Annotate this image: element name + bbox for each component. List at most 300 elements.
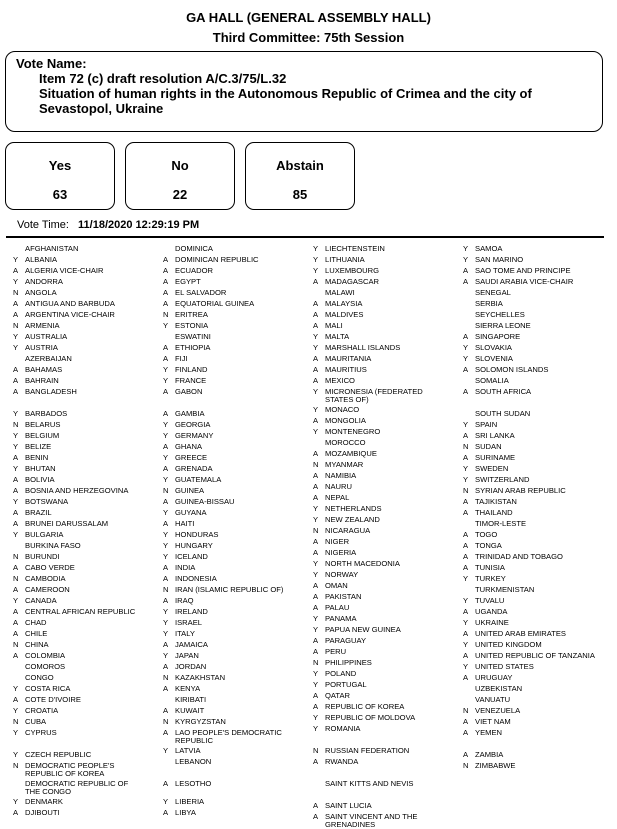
- country-vote-row: [163, 606, 311, 617]
- country-name: TURKMENISTAN: [475, 585, 535, 594]
- country-vote-row: [463, 364, 613, 375]
- country-vote-row: [163, 639, 311, 650]
- country-vote-row: [163, 386, 311, 397]
- country-name: REPUBLIC OF MOLDOVA: [325, 713, 416, 722]
- country-vote-row: [13, 573, 161, 584]
- vote-code: A: [163, 684, 169, 693]
- country-name: YEMEN: [475, 728, 503, 737]
- country-name: PERU: [325, 647, 347, 656]
- country-vote-row: [13, 430, 161, 441]
- country-vote-row: [463, 243, 613, 254]
- vote-code: A: [163, 519, 169, 528]
- abstain-tally-box: [245, 142, 355, 210]
- country-name: GAMBIA: [175, 409, 205, 418]
- country-name: ANTIGUA AND BARBUDA: [25, 299, 115, 308]
- country-vote-row: [163, 485, 311, 496]
- vote-code: A: [463, 277, 469, 286]
- country-vote-row: [313, 679, 461, 690]
- no-count: 22: [172, 187, 188, 202]
- country-vote-row: [313, 298, 461, 309]
- country-vote-row: [163, 683, 311, 694]
- country-vote-row: [163, 287, 311, 298]
- country-vote-row: [13, 265, 161, 276]
- country-vote-row: [463, 474, 613, 485]
- vote-code: A: [313, 636, 319, 645]
- vote-code: Y: [463, 640, 469, 649]
- vote-code: A: [163, 706, 169, 715]
- country-name: FIJI: [175, 354, 188, 363]
- country-vote-row: [13, 683, 161, 694]
- country-name: UNITED STATES: [475, 662, 534, 671]
- country-vote-row: [313, 668, 461, 679]
- country-vote-row: [163, 408, 311, 419]
- country-vote-row: [313, 342, 461, 353]
- country-vote-row: [463, 760, 613, 771]
- country-vote-row: [463, 606, 613, 617]
- row-spacer: [13, 397, 161, 408]
- vote-code: A: [463, 717, 469, 726]
- country-name: BURUNDI: [25, 552, 60, 561]
- country-vote-row: [313, 364, 461, 375]
- country-vote-row: [163, 551, 311, 562]
- country-vote-row: [163, 727, 311, 745]
- country-vote-row: [163, 584, 311, 595]
- vote-code: Y: [163, 618, 169, 627]
- vote-code: Y: [13, 797, 19, 806]
- vote-code: A: [463, 387, 469, 396]
- country-name: BANGLADESH: [25, 387, 77, 396]
- country-name: DJIBOUTI: [25, 808, 60, 817]
- country-vote-row: [163, 796, 311, 807]
- vote-code: A: [163, 662, 169, 671]
- vote-code: A: [463, 365, 469, 374]
- country-vote-row: [13, 760, 161, 778]
- vote-code: A: [313, 702, 319, 711]
- country-name: UKRAINE: [475, 618, 509, 627]
- country-name: TOGO: [475, 530, 498, 539]
- country-name: BARBADOS: [25, 409, 68, 418]
- country-vote-row: [313, 287, 461, 298]
- country-name: UNITED REPUBLIC OF TANZANIA: [475, 651, 595, 660]
- country-name: IRAN (ISLAMIC REPUBLIC OF): [175, 585, 284, 594]
- vote-code: Y: [13, 728, 19, 737]
- country-name: IRELAND: [175, 607, 208, 616]
- country-name: TUNISIA: [475, 563, 505, 572]
- vote-code: A: [163, 409, 169, 418]
- yes-tally-box: [5, 142, 115, 210]
- country-name: BRUNEI DARUSSALAM: [25, 519, 109, 528]
- country-name: CROATIA: [25, 706, 59, 715]
- country-name: EQUATORIAL GUINEA: [175, 299, 255, 308]
- vote-code: Y: [13, 684, 19, 693]
- vote-code: A: [13, 475, 19, 484]
- country-name: LIBYA: [175, 808, 196, 817]
- vote-code: Y: [313, 332, 319, 341]
- country-name: BOSNIA AND HERZEGOVINA: [25, 486, 129, 495]
- country-name: UZBEKISTAN: [475, 684, 523, 693]
- vote-code: Y: [163, 530, 169, 539]
- country-vote-row: [13, 485, 161, 496]
- country-vote-row: [313, 470, 461, 481]
- country-vote-row: [163, 309, 311, 320]
- country-vote-row: [463, 287, 613, 298]
- vote-code: A: [313, 449, 319, 458]
- country-name: NORWAY: [325, 570, 359, 579]
- country-name: FINLAND: [175, 365, 208, 374]
- country-name: ISRAEL: [175, 618, 203, 627]
- country-name: GEORGIA: [175, 420, 211, 429]
- country-vote-row: [463, 254, 613, 265]
- vote-code: Y: [13, 277, 19, 286]
- country-vote-row: [163, 745, 311, 756]
- country-vote-row: [13, 419, 161, 430]
- country-name: GUINEA-BISSAU: [175, 497, 235, 506]
- country-vote-row: [313, 690, 461, 701]
- country-name: LUXEMBOURG: [325, 266, 380, 275]
- vote-code: Y: [163, 746, 169, 755]
- vote-code: Y: [313, 266, 319, 275]
- country-name: FRANCE: [175, 376, 207, 385]
- vote-code: A: [13, 629, 19, 638]
- abstain-count: 85: [292, 187, 308, 202]
- country-vote-row: [313, 492, 461, 503]
- country-name: ANGOLA: [25, 288, 57, 297]
- country-vote-row: [163, 756, 311, 767]
- vote-code: Y: [463, 662, 469, 671]
- country-name: ALGERIA VICE-CHAIR: [25, 266, 104, 275]
- no-tally-box: [125, 142, 235, 210]
- country-vote-row: [313, 580, 461, 591]
- vote-code: N: [13, 574, 19, 583]
- vote-code: A: [13, 585, 19, 594]
- vote-time: [17, 219, 199, 231]
- country-name: AZERBAIJAN: [25, 354, 72, 363]
- country-vote-row: [13, 639, 161, 650]
- vote-code: A: [163, 442, 169, 451]
- country-vote-row: [463, 298, 613, 309]
- country-name: AFGHANISTAN: [25, 244, 79, 253]
- country-vote-row: [463, 419, 613, 430]
- country-name: BELARUS: [25, 420, 61, 429]
- country-vote-row: [463, 485, 613, 496]
- country-name: PORTUGAL: [325, 680, 367, 689]
- country-name: MAURITANIA: [325, 354, 372, 363]
- country-name: IRAQ: [175, 596, 194, 605]
- vote-code: A: [13, 563, 19, 572]
- vote-code: Y: [163, 541, 169, 550]
- vote-code: Y: [313, 724, 319, 733]
- vote-code: A: [313, 310, 319, 319]
- vote-code: Y: [163, 431, 169, 440]
- country-vote-row: [463, 683, 613, 694]
- country-vote-row: [463, 342, 613, 353]
- page-title: GA HALL (GENERAL ASSEMBLY HALL): [186, 10, 431, 25]
- country-name: CHAD: [25, 618, 47, 627]
- country-name: KUWAIT: [175, 706, 205, 715]
- country-vote-row: [163, 672, 311, 683]
- vote-code: Y: [313, 515, 319, 524]
- country-vote-row: [13, 540, 161, 551]
- country-name: DENMARK: [25, 797, 63, 806]
- vote-code: Y: [313, 669, 319, 678]
- country-vote-row: [463, 716, 613, 727]
- country-vote-row: [463, 265, 613, 276]
- vote-code: A: [13, 618, 19, 627]
- country-vote-row: [313, 624, 461, 635]
- country-name: GERMANY: [175, 431, 214, 440]
- country-vote-row: [163, 430, 311, 441]
- vote-code: A: [313, 365, 319, 374]
- country-vote-row: [13, 518, 161, 529]
- country-name: KAZAKHSTAN: [175, 673, 226, 682]
- country-name: JAMAICA: [175, 640, 208, 649]
- country-vote-row: [313, 712, 461, 723]
- country-name: CAMEROON: [25, 585, 70, 594]
- country-vote-row: [313, 437, 461, 448]
- vote-code: Y: [13, 706, 19, 715]
- country-vote-row: [463, 353, 613, 364]
- vote-code: N: [13, 717, 19, 726]
- country-name: MADAGASCAR: [325, 277, 380, 286]
- country-vote-row: [313, 701, 461, 712]
- country-vote-row: [13, 386, 161, 397]
- country-vote-row: [313, 756, 461, 767]
- vote-code: A: [13, 508, 19, 517]
- vote-code: A: [163, 266, 169, 275]
- vote-code: A: [313, 647, 319, 656]
- country-name: BHUTAN: [25, 464, 56, 473]
- vote-code: A: [163, 343, 169, 352]
- yes-label: Yes: [48, 158, 72, 173]
- country-vote-row: [163, 276, 311, 287]
- country-vote-row: [13, 331, 161, 342]
- vote-code: A: [13, 486, 19, 495]
- country-name: CABO VERDE: [25, 563, 75, 572]
- vote-code: A: [163, 299, 169, 308]
- vote-code: Y: [13, 409, 19, 418]
- country-name: UNITED KINGDOM: [475, 640, 542, 649]
- country-vote-row: [13, 562, 161, 573]
- country-name: SAINT VINCENT AND THE GRENADINES: [325, 812, 418, 829]
- vote-code: Y: [13, 497, 19, 506]
- vote-name-line: Situation of human rights in the Autonomous Republic of Crimea and the city of: [39, 86, 532, 101]
- vote-code: A: [313, 581, 319, 590]
- vote-code: Y: [463, 354, 469, 363]
- vote-code: A: [313, 299, 319, 308]
- country-vote-row: [13, 298, 161, 309]
- country-vote-row: [313, 386, 461, 404]
- country-vote-row: [163, 474, 311, 485]
- vote-code: A: [313, 801, 319, 810]
- vote-code: A: [163, 640, 169, 649]
- country-name: GUATEMALA: [175, 475, 222, 484]
- country-vote-row: [163, 463, 311, 474]
- country-vote-row: [13, 584, 161, 595]
- country-vote-row: [13, 452, 161, 463]
- country-vote-row: [13, 606, 161, 617]
- row-spacer: [313, 767, 461, 778]
- country-name: BOLIVIA: [25, 475, 55, 484]
- country-name: LITHUANIA: [325, 255, 365, 264]
- country-name: OMAN: [325, 581, 348, 590]
- vote-name-label: Vote Name:: [16, 56, 87, 71]
- country-name: SERBIA: [475, 299, 503, 308]
- country-vote-row: [463, 628, 613, 639]
- country-name: NICARAGUA: [325, 526, 371, 535]
- country-vote-row: [463, 463, 613, 474]
- country-name: LEBANON: [175, 757, 212, 766]
- country-name: HAITI: [175, 519, 195, 528]
- vote-code: A: [313, 277, 319, 286]
- country-name: MALTA: [325, 332, 350, 341]
- country-vote-row: [313, 426, 461, 437]
- vote-code: A: [13, 453, 19, 462]
- country-name: AUSTRIA: [25, 343, 58, 352]
- vote-code: A: [313, 603, 319, 612]
- country-name: CENTRAL AFRICAN REPUBLIC: [25, 607, 136, 616]
- country-name: NIGER: [325, 537, 350, 546]
- vote-code: A: [313, 537, 319, 546]
- country-name: LIBERIA: [175, 797, 205, 806]
- country-vote-row: [163, 573, 311, 584]
- country-name: SOUTH SUDAN: [475, 409, 531, 418]
- country-vote-row: [163, 694, 311, 705]
- country-vote-row: [313, 320, 461, 331]
- country-name: ECUADOR: [175, 266, 213, 275]
- vote-code: Y: [313, 405, 319, 414]
- country-vote-row: [13, 705, 161, 716]
- country-name: SAN MARINO: [475, 255, 524, 264]
- country-vote-row: [313, 415, 461, 426]
- country-vote-row: [313, 331, 461, 342]
- country-vote-row: [313, 353, 461, 364]
- country-name: MEXICO: [325, 376, 355, 385]
- country-name: DEMOCRATIC REPUBLIC OF THE CONGO: [25, 779, 129, 796]
- vote-code: Y: [13, 750, 19, 759]
- country-name: RUSSIAN FEDERATION: [325, 746, 410, 755]
- vote-code: A: [463, 728, 469, 737]
- country-name: BELIZE: [25, 442, 52, 451]
- country-name: EGYPT: [175, 277, 201, 286]
- country-name: TUVALU: [475, 596, 505, 605]
- country-vote-row: [13, 661, 161, 672]
- country-name: KENYA: [175, 684, 201, 693]
- country-vote-row: [163, 650, 311, 661]
- vote-code: Y: [463, 343, 469, 352]
- country-vote-row: [163, 265, 311, 276]
- country-vote-row: [463, 727, 613, 738]
- country-vote-row: [13, 375, 161, 386]
- country-name: POLAND: [325, 669, 357, 678]
- vote-code: Y: [163, 629, 169, 638]
- country-vote-row: [463, 430, 613, 441]
- country-vote-row: [13, 353, 161, 364]
- country-name: SINGAPORE: [475, 332, 521, 341]
- country-name: GUYANA: [175, 508, 207, 517]
- country-vote-row: [163, 375, 311, 386]
- country-vote-row: [463, 595, 613, 606]
- country-vote-row: [13, 672, 161, 683]
- country-name: SAINT KITTS AND NEVIS: [325, 779, 414, 788]
- country-name: DEMOCRATIC PEOPLE'S REPUBLIC OF KOREA: [25, 761, 115, 778]
- country-name: MONTENEGRO: [325, 427, 381, 436]
- vote-code: Y: [313, 427, 319, 436]
- country-vote-row: [13, 254, 161, 265]
- country-name: NAURU: [325, 482, 353, 491]
- vote-code: N: [13, 552, 19, 561]
- country-name: SEYCHELLES: [475, 310, 525, 319]
- country-name: QATAR: [325, 691, 351, 700]
- country-vote-row: [163, 419, 311, 430]
- country-name: KIRIBATI: [175, 695, 207, 704]
- country-vote-row: [313, 657, 461, 668]
- vote-code: Y: [13, 442, 19, 451]
- vote-code: N: [313, 526, 319, 535]
- country-name: PHILIPPINES: [325, 658, 372, 667]
- country-vote-row: [313, 375, 461, 386]
- country-name: AUSTRALIA: [25, 332, 68, 341]
- vote-code: A: [13, 808, 19, 817]
- vote-code: A: [163, 464, 169, 473]
- country-vote-row: [163, 320, 311, 331]
- country-vote-row: [13, 342, 161, 353]
- country-name: UNITED ARAB EMIRATES: [475, 629, 566, 638]
- country-name: ARMENIA: [25, 321, 60, 330]
- country-name: PAPUA NEW GUINEA: [325, 625, 401, 634]
- vote-code: A: [463, 431, 469, 440]
- vote-code: A: [463, 541, 469, 550]
- country-name: INDIA: [175, 563, 196, 572]
- vote-code: Y: [13, 530, 19, 539]
- country-vote-row: [463, 408, 613, 419]
- country-vote-row: [13, 507, 161, 518]
- vote-code: A: [313, 471, 319, 480]
- country-vote-row: [163, 298, 311, 309]
- vote-code: A: [13, 387, 19, 396]
- vote-code: A: [13, 607, 19, 616]
- vote-code: A: [463, 508, 469, 517]
- vote-code: Y: [13, 464, 19, 473]
- country-vote-row: [463, 496, 613, 507]
- country-vote-row: [313, 547, 461, 558]
- vote-code: A: [463, 266, 469, 275]
- vote-code: N: [463, 706, 469, 715]
- country-name: BULGARIA: [25, 530, 64, 539]
- country-name: JORDAN: [175, 662, 207, 671]
- vote-code: N: [13, 288, 19, 297]
- country-name: GREECE: [175, 453, 208, 462]
- vote-name-box: [5, 51, 603, 132]
- country-vote-row: [313, 404, 461, 415]
- vote-code: N: [313, 746, 319, 755]
- country-name: HONDURAS: [175, 530, 219, 539]
- country-name: BAHAMAS: [25, 365, 63, 374]
- vote-code: A: [313, 416, 319, 425]
- country-vote-row: [13, 309, 161, 320]
- country-vote-row: [463, 452, 613, 463]
- vote-code: A: [313, 482, 319, 491]
- country-name: ITALY: [175, 629, 195, 638]
- vote-code: A: [313, 493, 319, 502]
- vote-code: N: [13, 321, 19, 330]
- country-name: SPAIN: [475, 420, 498, 429]
- country-vote-row: [13, 529, 161, 540]
- country-column-2: [163, 243, 311, 818]
- country-vote-row: [163, 562, 311, 573]
- vote-code: N: [463, 761, 469, 770]
- vote-code: A: [463, 530, 469, 539]
- vote-code: N: [163, 310, 169, 319]
